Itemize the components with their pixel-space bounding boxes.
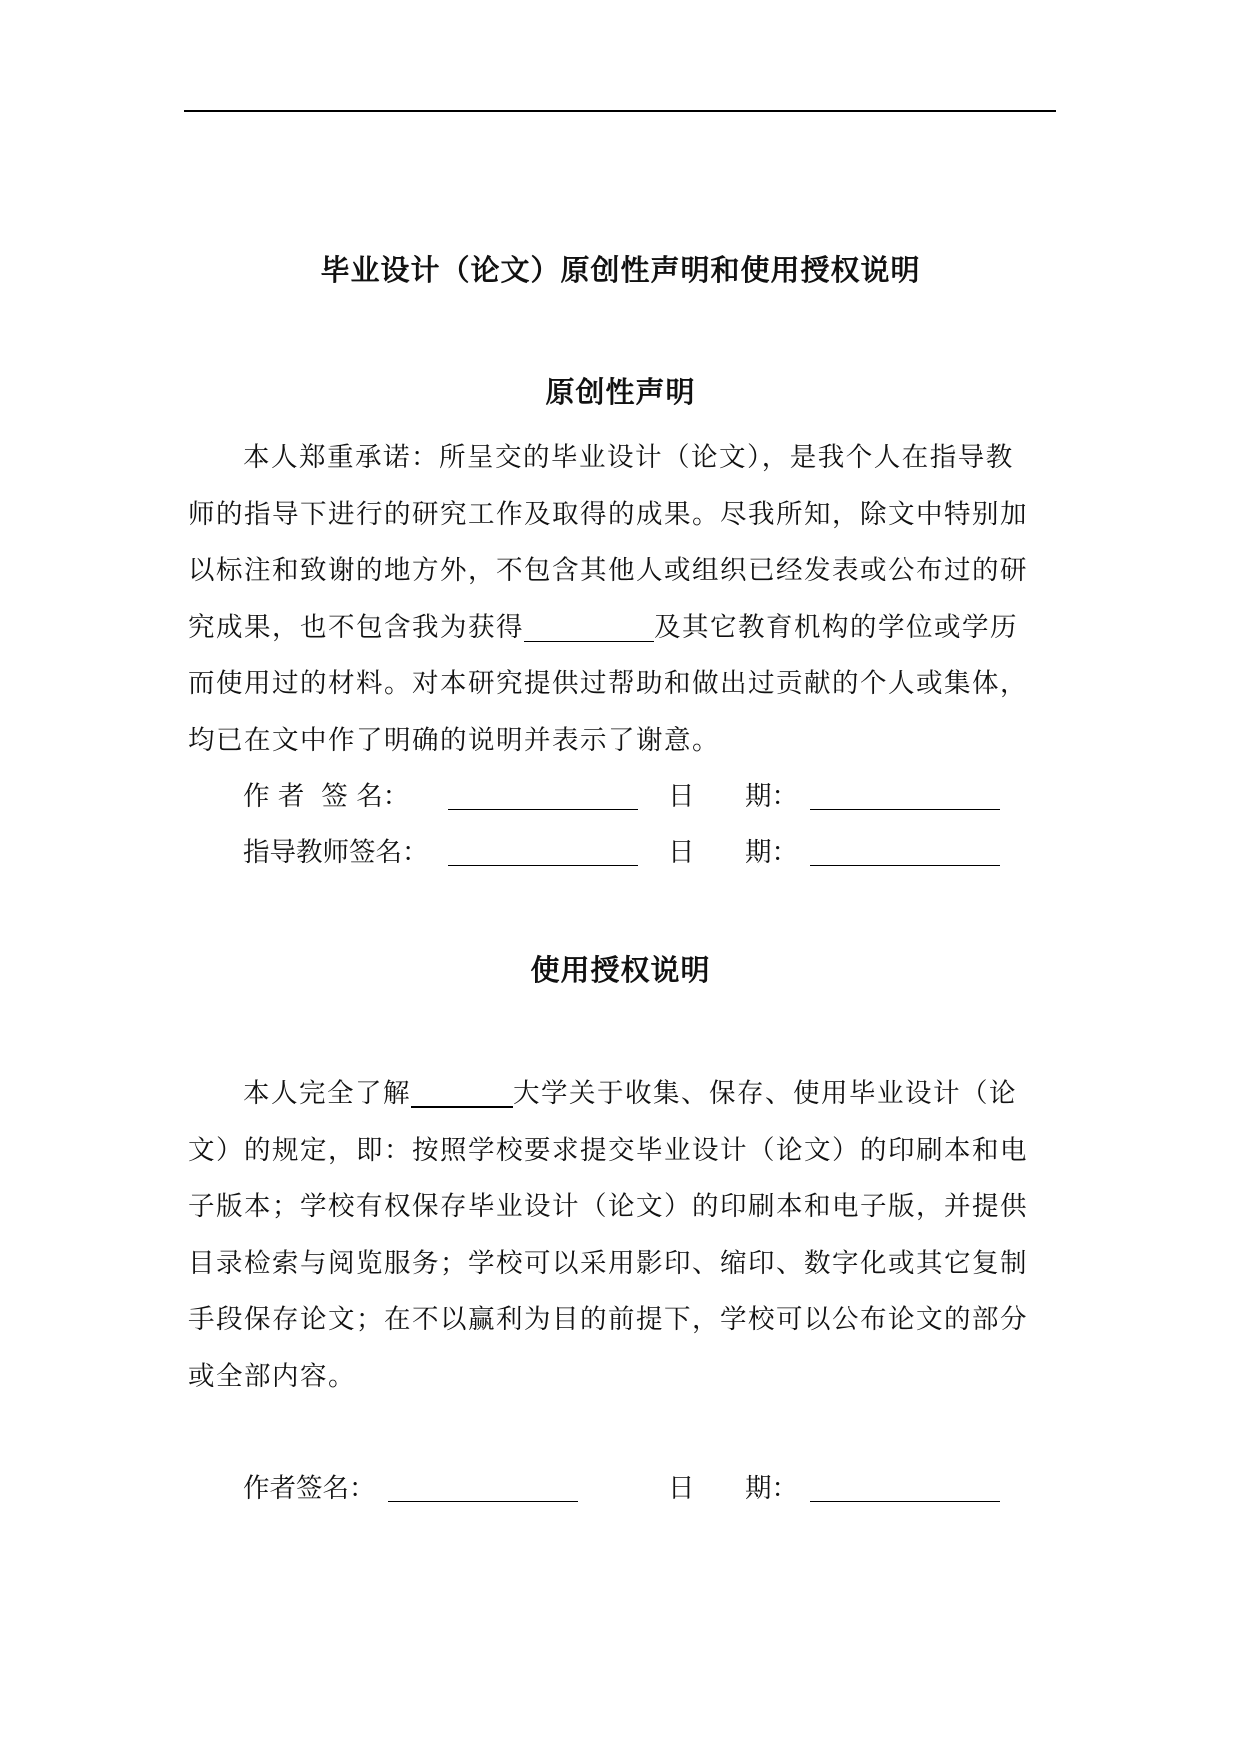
paragraph-line: 文）的规定，即：按照学校要求提交毕业设计（论文）的印刷本和电 (188, 1134, 1028, 1166)
header-rule (184, 110, 1056, 112)
author-signature-label: 作 者 签 名： (243, 781, 410, 812)
advisor-signature-line[interactable] (448, 865, 638, 866)
date-label: 日 期： (668, 837, 799, 868)
authorization-date-line[interactable] (810, 1501, 1000, 1502)
author-date-line[interactable] (810, 809, 1000, 810)
paragraph-line: 均已在文中作了明确的说明并表示了谢意。 (188, 724, 720, 756)
author-signature-row (243, 775, 1063, 819)
author-signature-label: 作者签名： (243, 1473, 376, 1504)
author-signature-line[interactable] (448, 809, 638, 810)
paragraph-line: 目录检索与阅览服务；学校可以采用影印、缩印、数字化或其它复制 (188, 1247, 1028, 1279)
originality-heading: 原创性声明 (545, 375, 696, 409)
authorization-signature-line[interactable] (388, 1501, 578, 1502)
advisor-signature-row (243, 831, 1063, 875)
authorization-signature-row (243, 1467, 1063, 1511)
institution-blank[interactable] (524, 611, 654, 642)
paragraph-line: 子版本；学校有权保存毕业设计（论文）的印刷本和电子版，并提供 (188, 1191, 1028, 1222)
paragraph-text: 究成果，也不包含我为获得 (188, 611, 524, 643)
paragraph-line (188, 600, 1054, 657)
paragraph-line: 师的指导下进行的研究工作及取得的成果。尽我所知，除文中特别加 (188, 498, 1028, 530)
date-label: 日 期： (668, 781, 799, 812)
originality-paragraph (188, 430, 1054, 769)
paragraph-text: 大学关于收集、保存、使用毕业设计（论 (513, 1078, 1017, 1109)
paragraph-line (188, 1066, 1054, 1123)
paragraph-line: 以标注和致谢的地方外，不包含其他人或组织已经发表或公布过的研 (188, 555, 1028, 586)
paragraph-line: 手段保存论文；在不以赢利为目的前提下，学校可以公布论文的部分 (188, 1304, 1028, 1335)
paragraph-text: 及其它教育机构的学位或学历 (654, 611, 1018, 643)
advisor-signature-label: 指导教师签名： (243, 837, 429, 868)
document-title: 毕业设计（论文）原创性声明和使用授权说明 (320, 253, 921, 287)
paragraph-line: 或全部内容。 (188, 1360, 356, 1392)
authorization-heading: 使用授权说明 (530, 953, 711, 987)
university-blank[interactable] (411, 1076, 513, 1108)
paragraph-line: 而使用过的材料。对本研究提供过帮助和做出过贡献的个人或集体， (188, 668, 1028, 699)
paragraph-line: 本人郑重承诺：所呈交的毕业设计（论文），是我个人在指导教 (243, 442, 1014, 473)
paragraph-text: 本人完全了解 (243, 1078, 411, 1109)
date-label: 日 期： (668, 1473, 799, 1504)
advisor-date-line[interactable] (810, 865, 1000, 866)
authorization-paragraph (188, 1066, 1054, 1405)
